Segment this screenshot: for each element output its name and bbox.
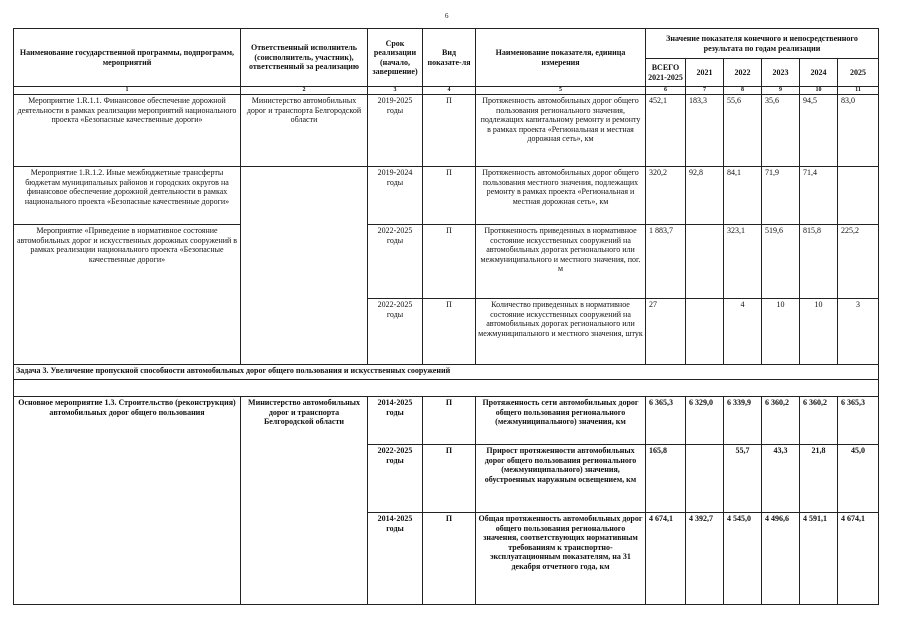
indicators-table: [13, 28, 879, 605]
value-2021: 183,3: [686, 95, 724, 167]
indicator-cell: Количество приведенных в нормативное состояние искусственных сооружений на автомобильных дорогах регионального или межмуниципального и местного значения, штук: [476, 299, 646, 365]
value-2023: 71,9: [762, 167, 800, 225]
value-2023: 10: [762, 299, 800, 365]
header-executor: Ответственный исполнитель (соисполнитель, участник), ответственный за реализацию: [241, 29, 368, 87]
column-number: 9: [762, 87, 800, 95]
table-row: [14, 167, 879, 225]
program-cell: Основное мероприятие 1.3. Строительство (реконструкция) автомобильных дорог общего пользования: [14, 397, 241, 605]
executor-cell: Министерство автомобильных дорог и транспорта Белгородской области: [241, 95, 368, 167]
value-2022: 84,1: [724, 167, 762, 225]
kind-cell: П: [423, 167, 476, 225]
value-2025: 45,0: [838, 445, 879, 513]
value-2025: 4 674,1: [838, 513, 879, 605]
value-2024: 21,8: [800, 445, 838, 513]
value-2023: 35,6: [762, 95, 800, 167]
column-number: 11: [838, 87, 879, 95]
value-2024: 10: [800, 299, 838, 365]
column-number: 5: [476, 87, 646, 95]
task-row: [14, 365, 879, 380]
value-total: 6 365,3: [646, 397, 686, 445]
table-row: [14, 225, 879, 299]
executor-cell: Министерство автомобильных дорог и транспорта Белгородской области: [241, 397, 368, 605]
kind-cell: П: [423, 299, 476, 365]
period-cell: 2022-2025 годы: [368, 445, 423, 513]
value-2022: 4 545,0: [724, 513, 762, 605]
value-total: 4 674,1: [646, 513, 686, 605]
header-indicator: Наименование показателя, единица измерения: [476, 29, 646, 87]
value-2024: 6 360,2: [800, 397, 838, 445]
value-2023: 4 496,6: [762, 513, 800, 605]
value-2023: 43,3: [762, 445, 800, 513]
spacer-cell: [14, 380, 879, 397]
period-cell: 2022-2025 годы: [368, 225, 423, 299]
header-year-2023: 2023: [762, 59, 800, 87]
value-2025: 6 365,3: [838, 397, 879, 445]
kind-cell: П: [423, 445, 476, 513]
header-total: ВСЕГО 2021-2025: [646, 59, 686, 87]
indicator-cell: Протяженность автомобильных дорог общего пользования местного значения, подлежащих ремонту в рамках проекта «Региональная и местная дорожная сеть», км: [476, 167, 646, 225]
indicator-cell: Общая протяженность автомобильных дорог общего пользования регионального значения, соответствующих нормативным требованиям к транспортно-эксплуатационным показателям, на 31 декабря отчетного года, км: [476, 513, 646, 605]
value-total: 27: [646, 299, 686, 365]
value-2021: 92,8: [686, 167, 724, 225]
column-number: 10: [800, 87, 838, 95]
header-year-2022: 2022: [724, 59, 762, 87]
value-2025: 3: [838, 299, 879, 365]
value-2022: 55,7: [724, 445, 762, 513]
program-cell: Мероприятие «Приведение в нормативное состояние автомобильных дорог и искусственных дорожных сооружений в рамках реализации национального проекта «Безопасные качественные дороги»: [14, 225, 241, 365]
table-row: [14, 397, 879, 445]
column-number: 4: [423, 87, 476, 95]
column-numbers-row: [14, 87, 879, 95]
header-program: Наименование государственной программы, подпрограмм, мероприятий: [14, 29, 241, 87]
indicator-cell: Протяженность сети автомобильных дорог общего пользования регионального (межмуниципального) значения, км: [476, 397, 646, 445]
period-cell: 2019-2025 годы: [368, 95, 423, 167]
value-2025: 83,0: [838, 95, 879, 167]
value-2021: [686, 445, 724, 513]
header-year-2024: 2024: [800, 59, 838, 87]
value-2023: 519,6: [762, 225, 800, 299]
period-cell: 2014-2025 годы: [368, 397, 423, 445]
value-2024: 71,4: [800, 167, 838, 225]
column-number: 7: [686, 87, 724, 95]
value-total: 452,1: [646, 95, 686, 167]
value-2021: [686, 225, 724, 299]
value-total: 1 883,7: [646, 225, 686, 299]
value-2021: [686, 299, 724, 365]
indicator-cell: Протяженность автомобильных дорог общего пользования регионального значения, подлежащих капитальному ремонту и ремонту в рамках проекта «Региональная и местная дорожная сеть», км: [476, 95, 646, 167]
column-number: 3: [368, 87, 423, 95]
kind-cell: П: [423, 225, 476, 299]
value-2024: 4 591,1: [800, 513, 838, 605]
value-total: 165,8: [646, 445, 686, 513]
value-2022: 323,1: [724, 225, 762, 299]
page-number: 6: [445, 12, 449, 20]
header-period: Срок реализации (начало, завершение): [368, 29, 423, 87]
table-row: [14, 95, 879, 167]
header-kind: Вид показате-ля: [423, 29, 476, 87]
period-cell: 2022-2025 годы: [368, 299, 423, 365]
value-2024: 94,5: [800, 95, 838, 167]
value-2024: 815,8: [800, 225, 838, 299]
period-cell: 2014-2025 годы: [368, 513, 423, 605]
value-2025: [838, 167, 879, 225]
indicator-cell: Протяженность приведенных в нормативное состояние искусственных сооружений на автомобильных дорогах регионального или межмуниципального и местного значения, пог. м: [476, 225, 646, 299]
indicator-cell: Прирост протяженности автомобильных дорог общего пользования регионального (межмуниципального) значения, обустроенных наружным освещением, км: [476, 445, 646, 513]
value-2022: 4: [724, 299, 762, 365]
column-number: 2: [241, 87, 368, 95]
value-2021: 6 329,0: [686, 397, 724, 445]
program-cell: Мероприятие 1.R.1.1. Финансовое обеспечение дорожной деятельности в рамках реализации мероприятий национального проекта «Безопасные качественные дороги»: [14, 95, 241, 167]
kind-cell: П: [423, 397, 476, 445]
value-2025: 225,2: [838, 225, 879, 299]
kind-cell: П: [423, 95, 476, 167]
header-year-2021: 2021: [686, 59, 724, 87]
header-year-2025: 2025: [838, 59, 879, 87]
value-2022: 55,6: [724, 95, 762, 167]
header-values-group: Значение показателя конечного и непосредственного результата по годам реализации: [646, 29, 879, 59]
value-2023: 6 360,2: [762, 397, 800, 445]
kind-cell: П: [423, 513, 476, 605]
column-number: 6: [646, 87, 686, 95]
executor-cell: [241, 167, 368, 365]
spacer-row: [14, 380, 879, 397]
column-number: 8: [724, 87, 762, 95]
column-number: 1: [14, 87, 241, 95]
task-title: Задача 3. Увеличение пропускной способности автомобильных дорог общего пользования и искусственных сооружений: [14, 365, 879, 380]
value-2021: 4 392,7: [686, 513, 724, 605]
period-cell: 2019-2024 годы: [368, 167, 423, 225]
program-cell: Мероприятие 1.R.1.2. Иные межбюджетные трансферты бюджетам муниципальных районов и городских округов на финансовое обеспечение дорожной деятельности в рамках национального проекта «Безопасные качественные дороги»: [14, 167, 241, 225]
value-2022: 6 339,9: [724, 397, 762, 445]
value-total: 320,2: [646, 167, 686, 225]
